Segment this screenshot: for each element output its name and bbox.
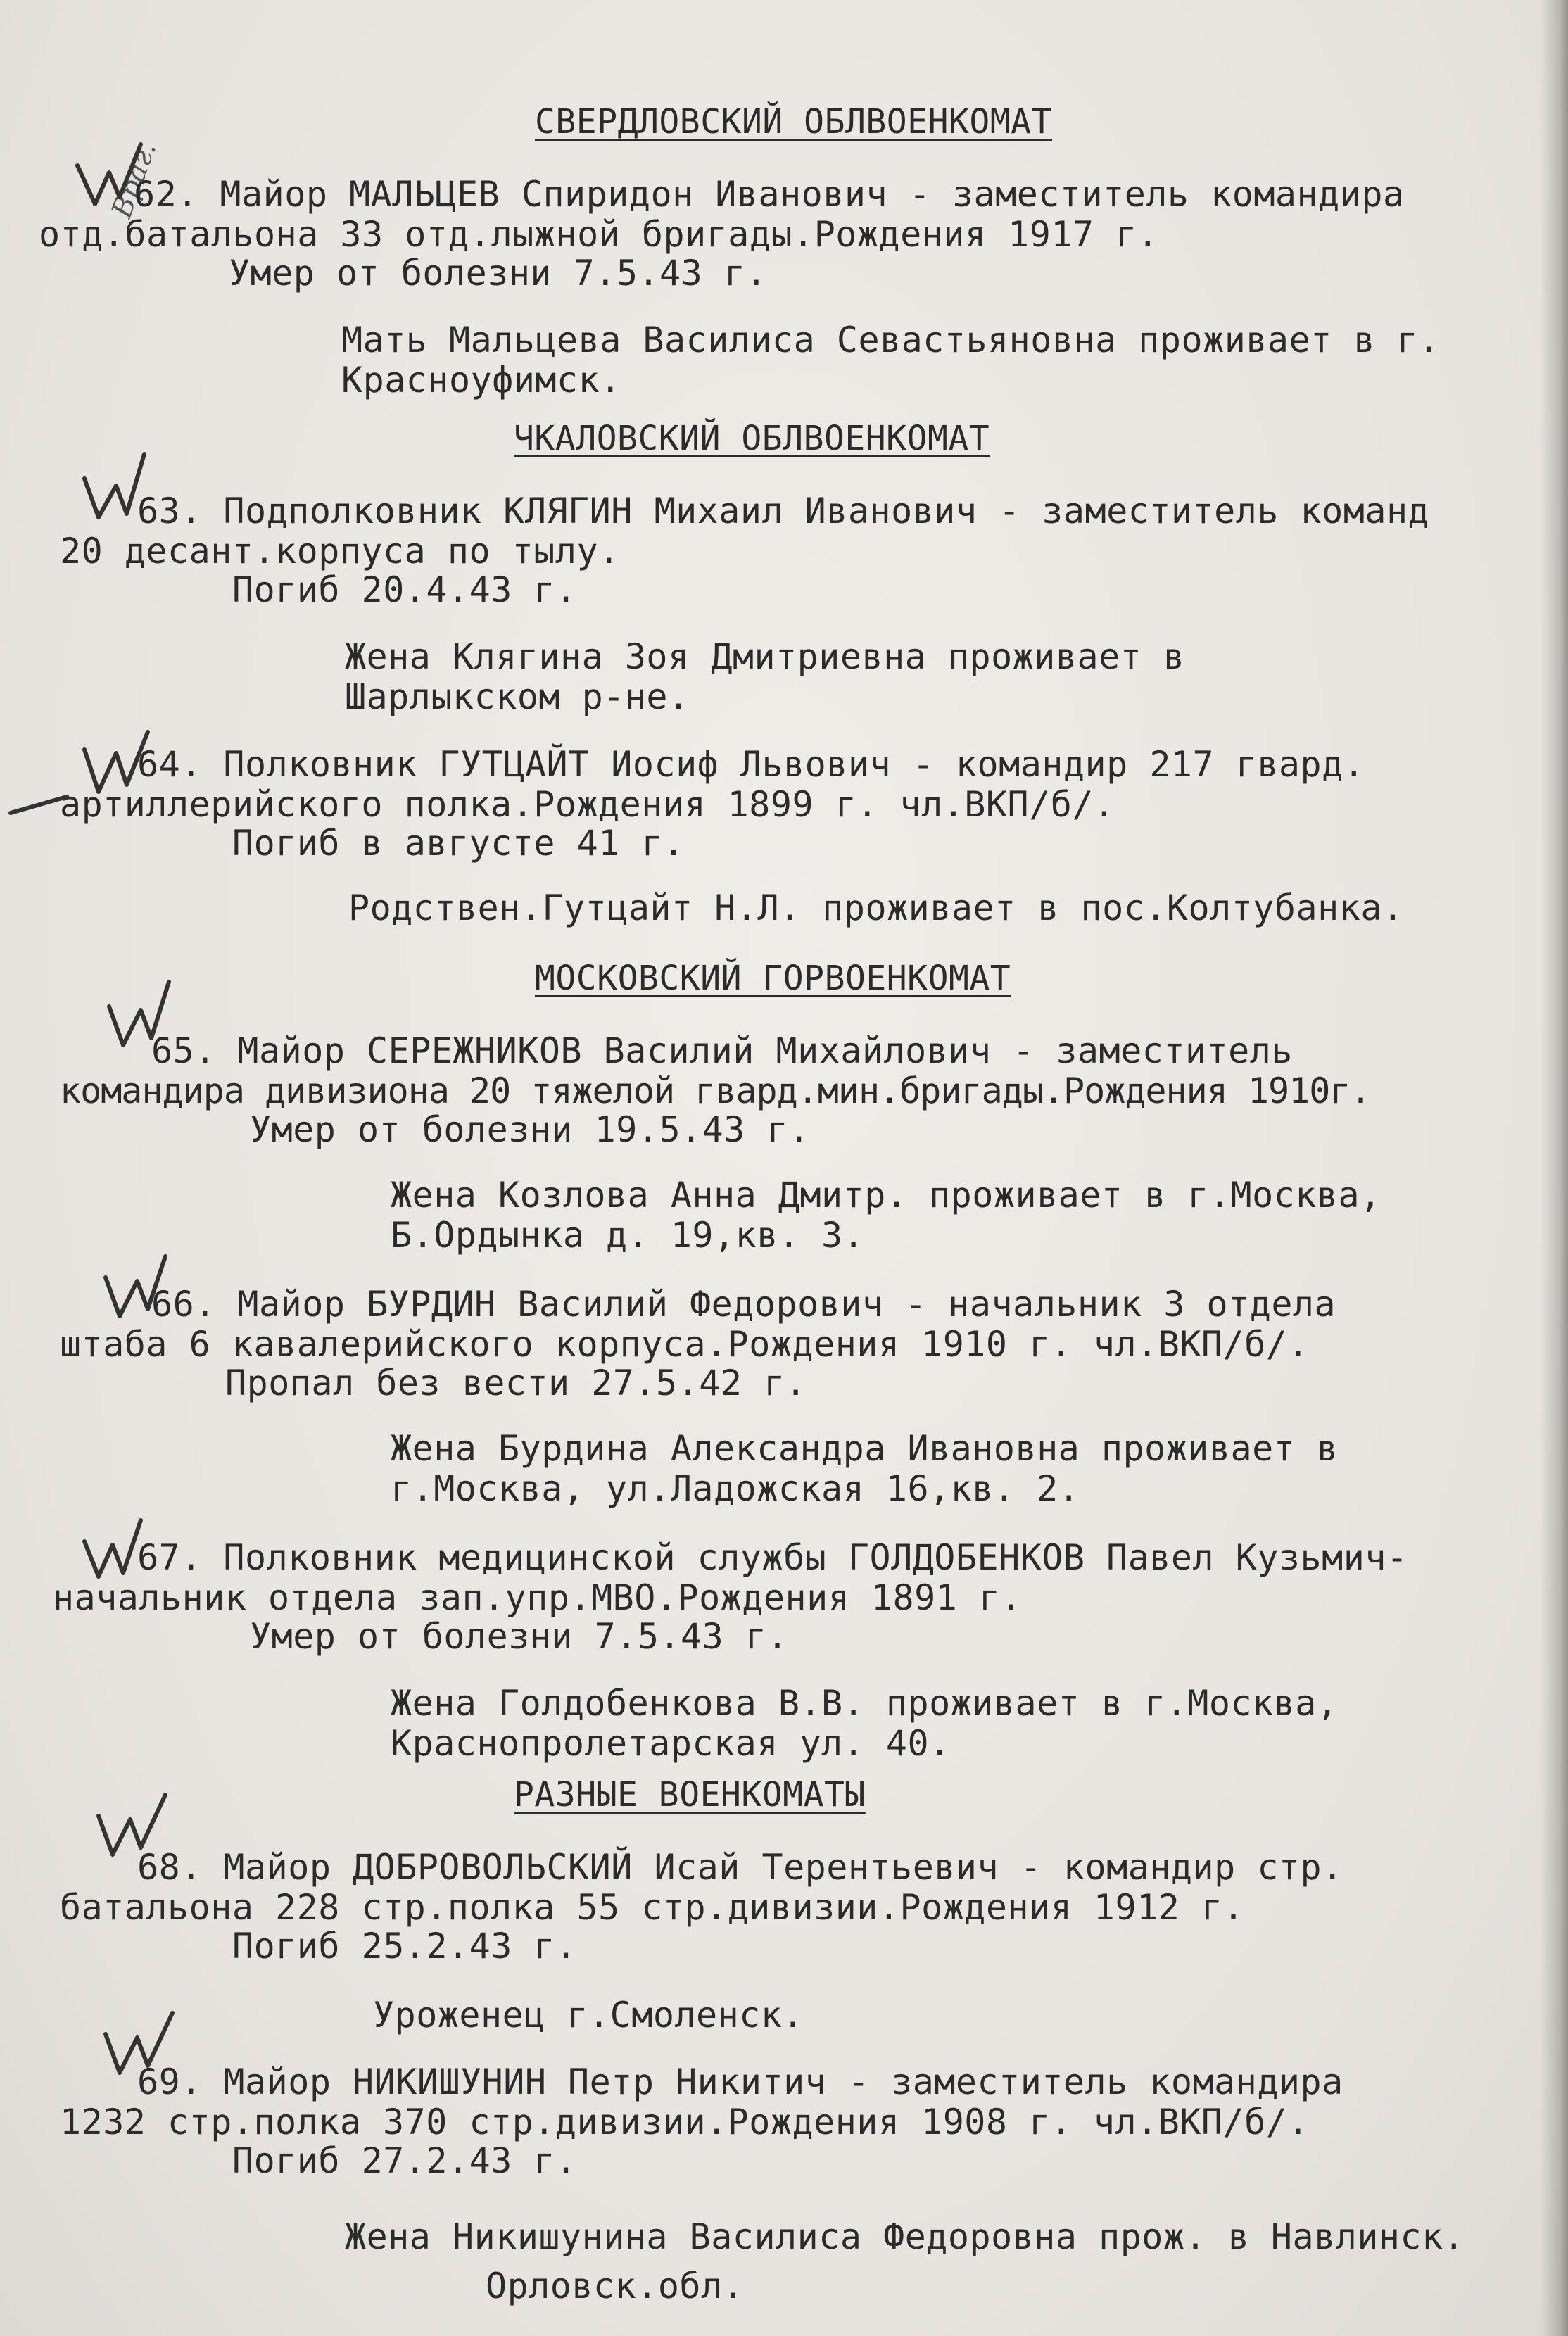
entry-67-relative-1: Жена Голдобенкова В.В. проживает в г.Москва,: [391, 1683, 1339, 1724]
entry-63-relative-2: Шарлыкском р-не.: [345, 676, 690, 717]
entry-65-relative-2: Б.Ордынка д. 19,кв. 3.: [391, 1215, 865, 1256]
entry-64-relative-1: Родствен.Гутцайт Н.Л. проживает в пос.Колтубанка.: [348, 888, 1404, 928]
entry-68-line-3: Погиб 25.2.43 г.: [232, 1926, 577, 1966]
section-heading-various: РАЗНЫЕ ВОЕНКОМАТЫ: [514, 1775, 866, 1814]
entry-66-relative-2: г.Москва, ул.Ладожская 16,кв. 2.: [391, 1468, 1080, 1509]
entry-63-line-3: Погиб 20.4.43 г.: [232, 569, 577, 610]
entry-69-line-3: Погиб 27.2.43 г.: [232, 2140, 577, 2181]
entry-65-line-1: 65. Майор СЕРЕЖНИКОВ Василий Михайлович - заместитель: [151, 1030, 1293, 1071]
checkmark-icon: [91, 1784, 176, 1862]
entry-67-line-1: 67. Полковник медицинской службы ГОЛДОБЕНКОВ Павел Кузьмич-: [137, 1537, 1408, 1578]
entry-67-line-3: Умер от болезни 7.5.43 г.: [250, 1616, 789, 1657]
checkmark-icon: [77, 447, 155, 524]
entry-62-relative-1: Мать Мальцева Василиса Севастьяновна проживает в г.: [341, 320, 1440, 360]
pencil-stroke-icon: [7, 788, 70, 823]
entry-69-line-1: 69. Майор НИКИШУНИН Петр Никитич - заместитель командира: [137, 2062, 1343, 2102]
entry-69-relative-2: Орловск.обл.: [486, 2266, 745, 2306]
entry-64-line-2: артиллерийского полка.Рождения 1899 г. чл.ВКП/б/.: [60, 784, 1115, 825]
entry-62-relative-2: Красноуфимск.: [341, 360, 621, 400]
entry-62-line-1: 62. Майор МАЛЬЦЕВ Спиридон Иванович - заместитель командира: [134, 174, 1405, 215]
pencil-note: Враг.: [106, 137, 163, 222]
entry-67-relative-2: Краснопролетарская ул. 40.: [391, 1723, 951, 1764]
entry-64-line-3: Погиб в августе 41 г.: [232, 823, 685, 864]
checkmark-icon: [99, 1246, 176, 1323]
entry-66-line-3: Пропал без вести 27.5.42 г.: [225, 1363, 807, 1403]
entry-62-line-2: отд.батальона 33 отд.лыжной бригады.Рождения 1917 г.: [39, 214, 1159, 255]
entry-66-line-2: штаба 6 кавалерийского корпуса.Рождения 1910 г. чл.ВКП/б/.: [60, 1324, 1309, 1365]
section-heading-moscow: МОСКОВСКИЙ ГОРВОЕНКОМАТ: [535, 959, 1011, 998]
page-fold-shadow: [1540, 0, 1568, 2336]
entry-66-line-1: 66. Майор БУРДИН Василий Федорович - начальник 3 отдела: [151, 1284, 1336, 1325]
checkmark-icon: [102, 975, 179, 1052]
checkmark-icon: [99, 2002, 183, 2080]
checkmark-icon: [77, 721, 162, 799]
entry-69-relative-1: Жена Никишунина Василиса Федоровна прож. в Навлинск.: [345, 2216, 1465, 2257]
checkmark-icon: [77, 1513, 155, 1584]
checkmark-icon: [70, 137, 148, 215]
entry-63-line-1: 63. Подполковник КЛЯГИН Михаил Иванович - заместитель команд: [137, 491, 1430, 531]
entry-66-relative-1: Жена Бурдина Александра Ивановна проживает в: [391, 1428, 1339, 1469]
entry-63-relative-1: Жена Клягина Зоя Дмитриевна проживает в: [345, 636, 1185, 677]
section-heading-chkalov: ЧКАЛОВСКИЙ ОБЛВОЕНКОМАТ: [514, 419, 990, 458]
entry-65-line-3: Умер от болезни 19.5.43 г.: [250, 1109, 810, 1150]
section-heading-sverdlovsk: СВЕРДЛОВСКИЙ ОБЛВОЕНКОМАТ: [535, 102, 1052, 141]
entry-65-line-2: командира дивизиона 20 тяжелой гвард.мин.бригады.Рождения 1910г.: [60, 1071, 1371, 1111]
entry-69-line-2: 1232 стр.полка 370 стр.дивизии.Рождения 1908 г. чл.ВКП/б/.: [60, 2102, 1309, 2142]
entry-65-relative-1: Жена Козлова Анна Дмитр. проживает в г.Москва,: [391, 1175, 1382, 1216]
entry-64-line-1: 64. Полковник ГУТЦАЙТ Иосиф Львович - командир 217 гвард.: [137, 744, 1365, 785]
entry-62-line-3: Умер от болезни 7.5.43 г.: [229, 253, 768, 293]
entry-68-line-1: 68. Майор ДОБРОВОЛЬСКИЙ Исай Терентьевич - командир стр.: [137, 1847, 1343, 1888]
entry-67-line-2: начальник отдела зап.упр.МВО.Рождения 1891 г.: [53, 1577, 1023, 1618]
entry-63-line-2: 20 десант.корпуса по тылу.: [60, 531, 620, 572]
entry-68-line-2: батальона 228 стр.полка 55 стр.дивизии.Рождения 1912 г.: [60, 1887, 1245, 1928]
entry-68-relative-1: Уроженец г.Смоленск.: [373, 1995, 804, 2035]
